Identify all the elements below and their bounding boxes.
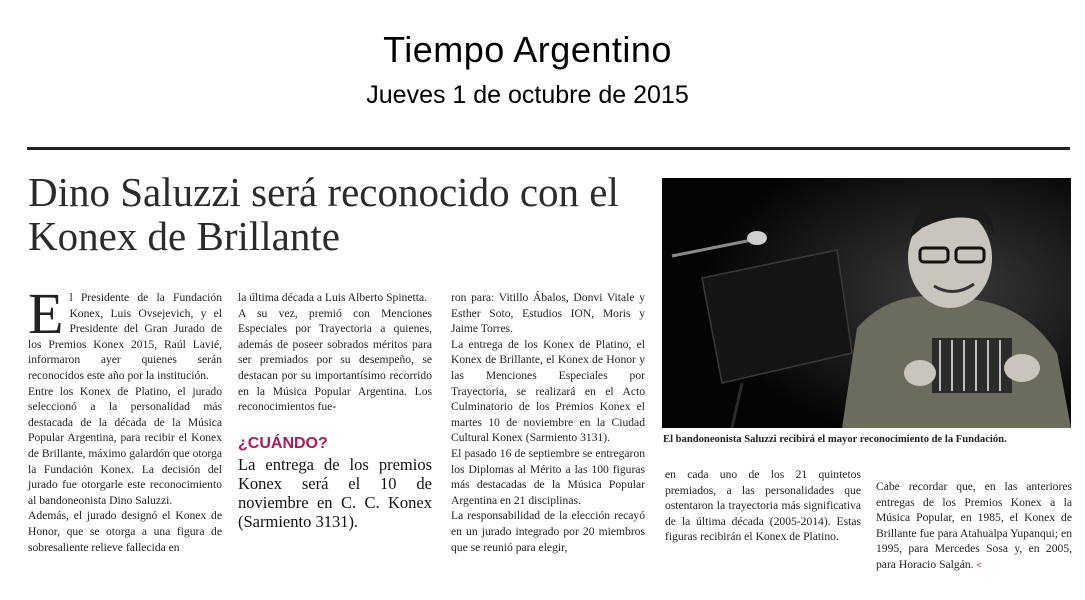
article-column-3 (451, 290, 645, 555)
paragraph: ron para: Vitillo Ábalos, Donvi Vitale y Esther Soto, Estudios ION, Moris y Jaime Torres. (451, 291, 645, 336)
sidebar-title: ¿CUÁNDO? (238, 434, 328, 452)
musician-photo-illustration (662, 178, 1071, 428)
photo-caption: El bandoneonista Saluzzi recibirá el mayor reconocimiento de la Fundación. (663, 434, 1007, 445)
paragraph: El pasado 16 de septiembre se entregaron los Diplomas al Mérito a las 100 figuras más destacadas de la Música Popular Argentina en 21 disciplinas. (451, 446, 645, 507)
paragraph-text: Cabe recordar que, en las anteriores entregas de los Premios Konex a la Música Popular, en 1985, el Konex de Brillante fue para Atahualpa Yupanqui; en 1995, para Mercedes Sosa y, en 2005, para Horacio Salgán. (876, 480, 1072, 571)
sidebar-text: La entrega de los premios Konex será el 10 de noviembre en C. C. Konex (Sarmiento 3131). (238, 454, 432, 531)
end-of-article-mark: < (976, 559, 982, 570)
publication-date: Jueves 1 de octubre de 2015 (366, 81, 689, 109)
paragraph: en cada uno de los 21 quintetos premiados, a las personalidades que ostentaron la trayectoria más significativa de la última década (2005-2014). Estas figuras recibirán el Konex de Platino. (665, 468, 861, 544)
paragraph: La responsabilidad de la elección recayó en un jurado integrado por 20 miembros que se reunió para elegir, (451, 509, 645, 554)
paragraph: A su vez, premió con Menciones Especiales por Trayectoria a quienes, además de poseer sobrados méritos para ser premiados por su desempeño, se destacan por su importantísimo recorrido en la Música Popular Argentina. Los reconocimientos fue- (238, 306, 432, 414)
article-column-1 (28, 281, 222, 555)
newspaper-name: Tiempo Argentino (383, 29, 672, 70)
article-column-4 (665, 467, 861, 545)
header-divider (27, 147, 1070, 150)
paragraph: La entrega de los Konex de Platino, el Konex de Brillante, el Konex de Honor y las Menciones Especiales por Trayectoria, se realizará en el Acto Culminatorio de los Premios Konex el martes 10 de noviembre en la Ciudad Cultural Konex (Sarmiento 3131). (451, 337, 645, 445)
paragraph: la última década a Luis Alberto Spinetta. (238, 291, 427, 304)
paragraph: Entre los Konex de Platino, el jurado seleccionó a la personalidad más destacada de la década de la Música Popular Argentina, para recibir el Konex de Brillante, máximo galardón que otorga la Fundación Konex. La decisión del jurado fue otorgarle este reconocimiento al bandoneonista Dino Saluzzi. (28, 384, 222, 507)
article-headline: Dino Saluzzi será reconocido con el Konex de Brillante (28, 169, 619, 259)
paragraph: Además, el jurado designó el Konex de Honor, que se otorga a una figura de sobresaliente relieve fallecida en (28, 509, 222, 554)
paragraph (876, 479, 1072, 574)
paragraph: l Presidente de la Fundación Konex, Luis Ovsejevich, y el Presidente del Gran Jurado de los Premios Konex 2015, Raúl Lavié, informaron ayer quienes serán reconocidos este año por la institución. (28, 291, 222, 382)
article-column-2 (238, 290, 432, 531)
drop-cap: E (28, 281, 64, 346)
article-column-5 (876, 479, 1072, 574)
article-photo (662, 178, 1071, 428)
